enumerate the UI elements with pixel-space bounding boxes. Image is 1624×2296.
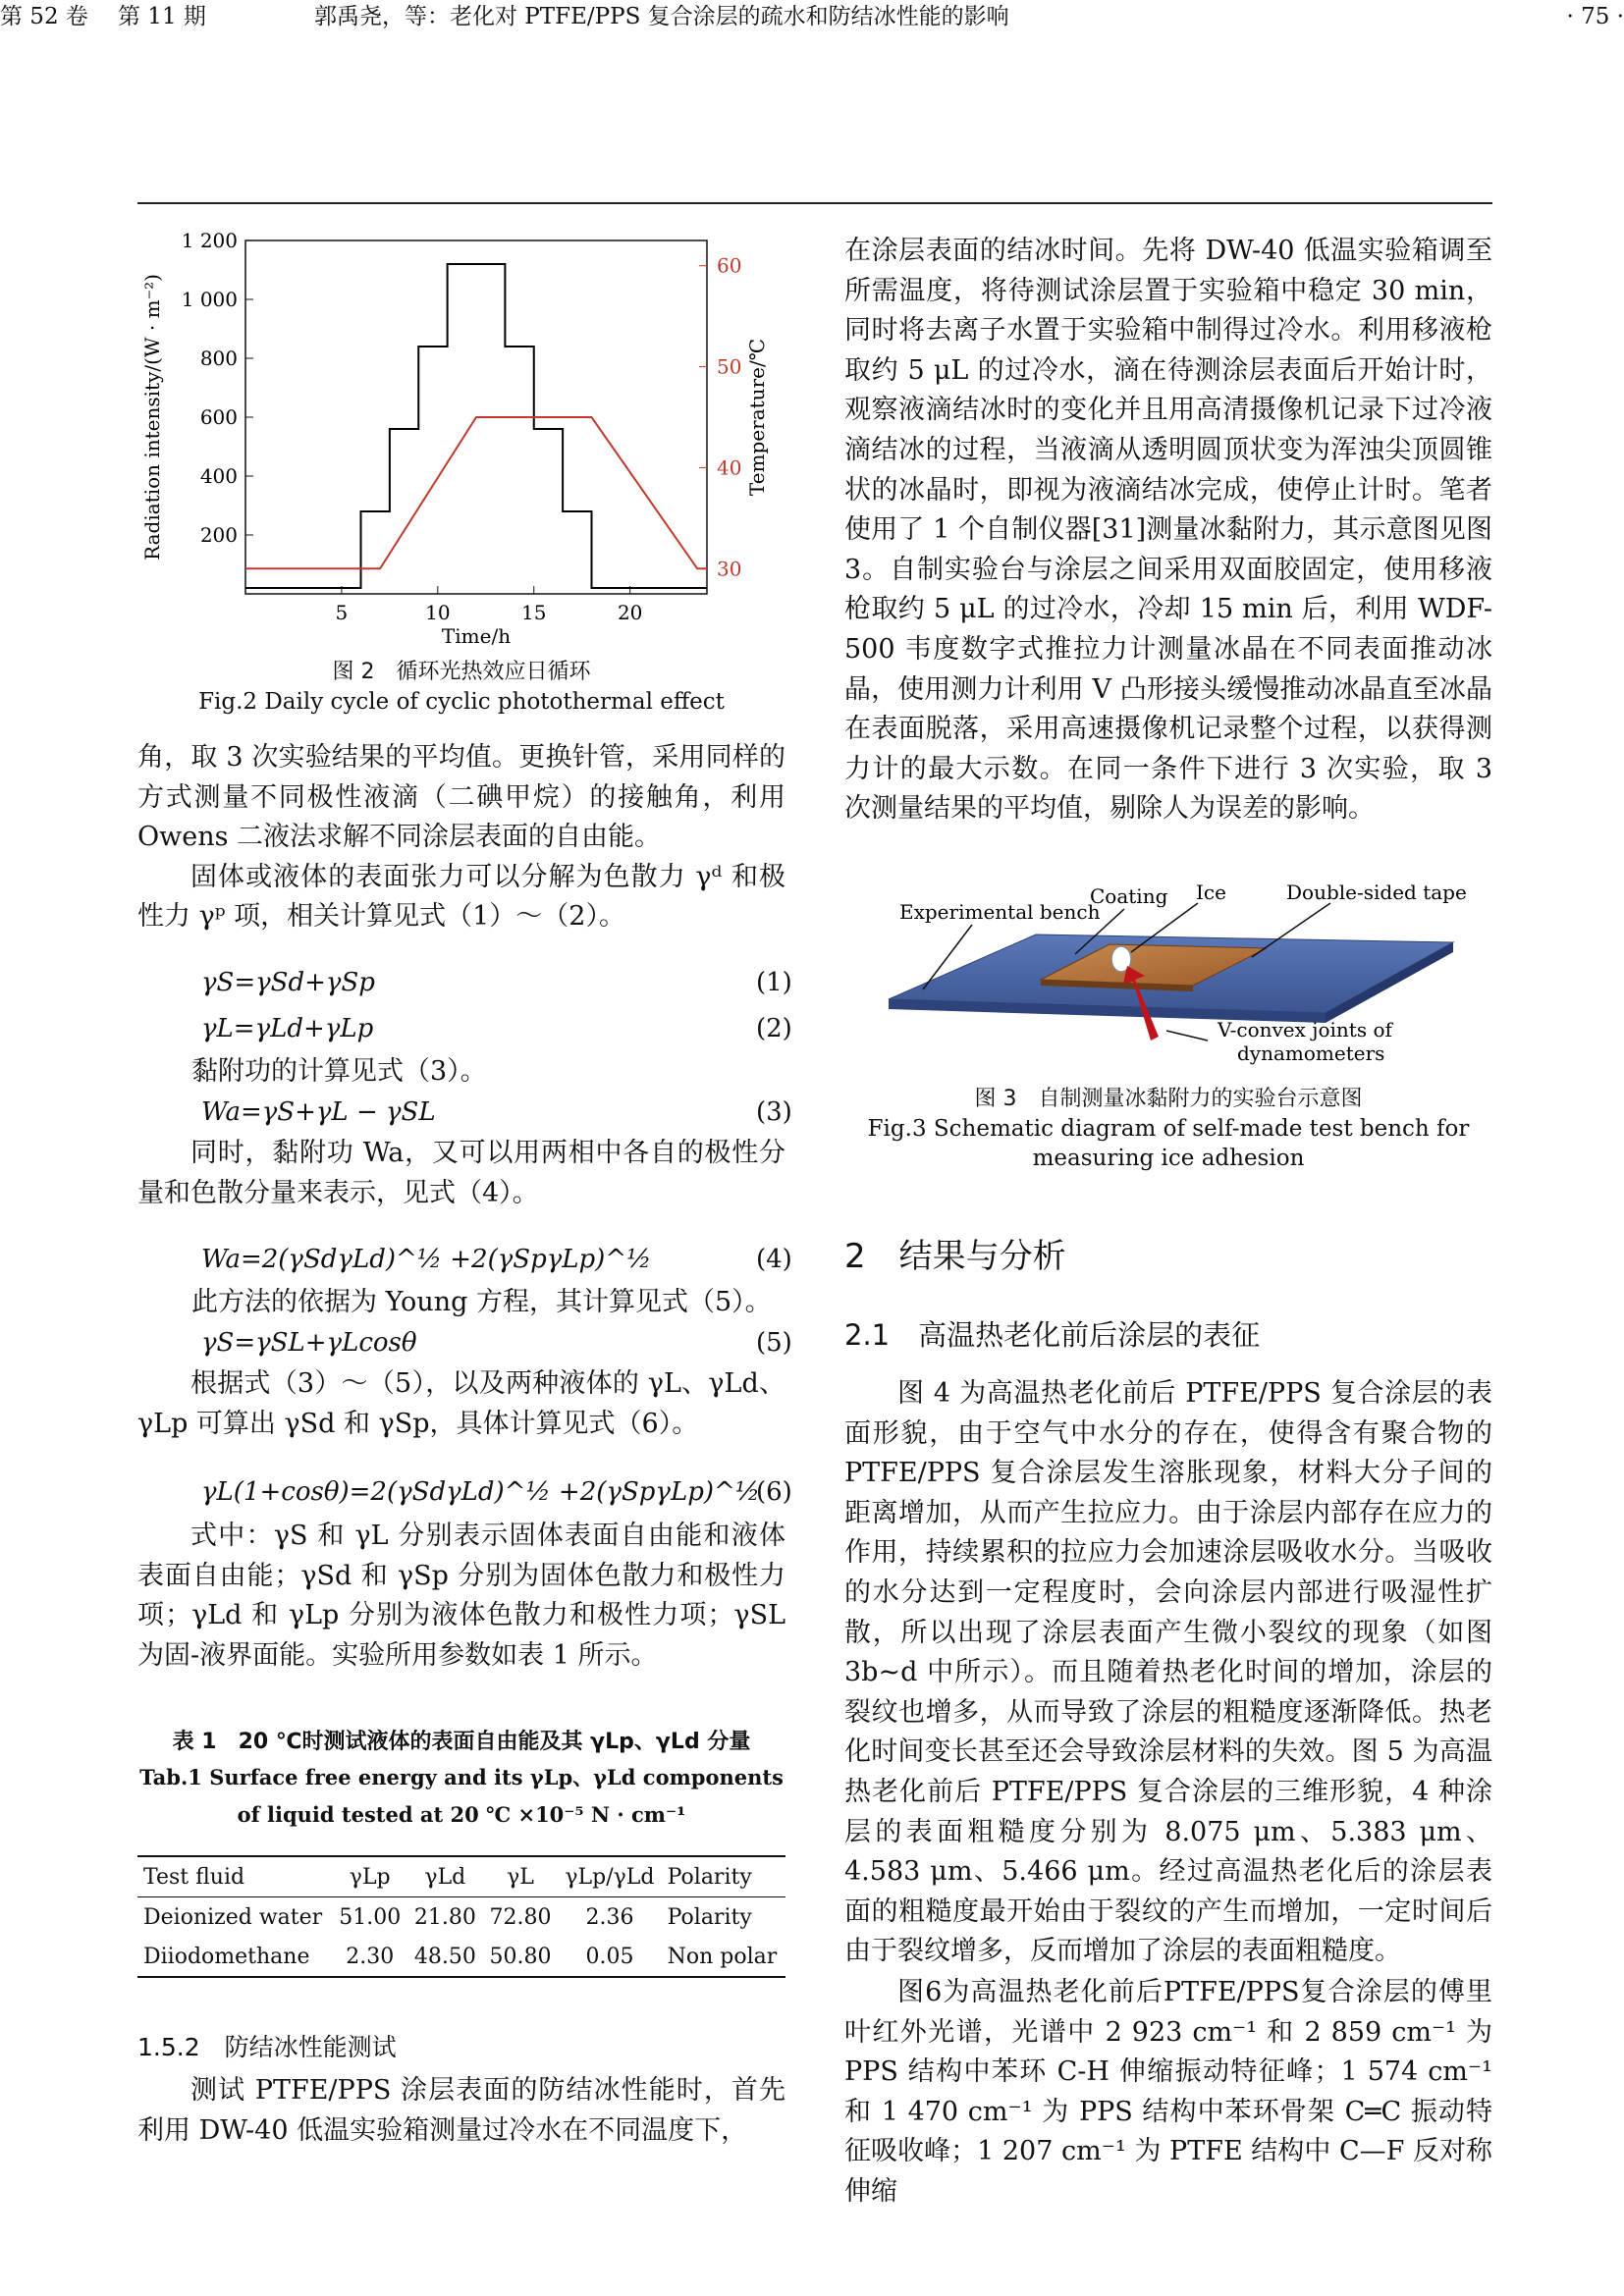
y-axis-label: Radiation intensity/(W · m⁻²) xyxy=(140,274,164,561)
y-tick-label: 400 xyxy=(199,464,238,488)
table-header-cell: Test fluid xyxy=(143,1864,245,1890)
table-cell: 51.00 xyxy=(339,1904,402,1930)
figure-3-caption-en-2: measuring ice adhesion xyxy=(1032,1146,1305,1171)
x-tick-label: 5 xyxy=(335,601,349,624)
header-issue: 第 11 期 xyxy=(118,4,206,29)
table-cell: Non polar xyxy=(667,1944,778,1969)
table-cell: Polarity xyxy=(667,1904,752,1930)
equation-6: γL(1+cosθ)=2(γSdγLd)^½ +2(γSpγLp)^½ xyxy=(201,1477,760,1507)
equation-1: γS=γSd+γSp xyxy=(201,968,375,997)
right-para-3: 图6为高温热老化前后PTFE/PPS复合涂层的傅里叶红外光谱，光谱中 2 923 cm⁻¹ 和 2 859 cm⁻¹ 为 PPS 结构中苯环 C-H 伸缩振动特征峰；1 574 cm⁻¹ 和 1 470 cm⁻¹ 为 PPS 结构中苯环骨架 C═C 振动特征吸收峰；1 207 cm⁻¹ 为 PTFE 结构中 C—F 反对称伸缩 xyxy=(844,1977,1492,2207)
table-header-cell: γLp/γLd xyxy=(565,1864,655,1890)
section-2-heading: 2 结果与分析 xyxy=(844,1237,1066,1276)
y-tick-label: 200 xyxy=(199,523,238,547)
temperature-series-line xyxy=(245,417,707,568)
table-cell: 21.80 xyxy=(413,1904,476,1930)
equation-1-number: (1) xyxy=(756,968,792,997)
header-volume: 第 52 卷 xyxy=(0,4,88,29)
radiation-series-line xyxy=(245,264,707,588)
label-coating: Coating xyxy=(1090,884,1168,908)
table-1 xyxy=(137,1855,785,1978)
table-cell: Diiodomethane xyxy=(143,1944,310,1969)
left-para-3: 黏附功的计算见式（3）。 xyxy=(191,1056,487,1087)
label-ice: Ice xyxy=(1196,881,1226,904)
left-para-5: 此方法的依据为 Young 方程，其计算见式（5）。 xyxy=(191,1287,772,1317)
y2-tick-label: 60 xyxy=(717,253,742,278)
label-tape: Double-sided tape xyxy=(1286,881,1467,904)
left-column-text xyxy=(137,738,785,937)
y2-axis-label: Temperature/℃ xyxy=(745,338,769,497)
y2-tick-label: 30 xyxy=(717,557,742,581)
table-header-cell: Polarity xyxy=(667,1864,752,1890)
section-2-1-heading: 2.1 高温热老化前后涂层的表征 xyxy=(844,1318,1261,1352)
table-cell: 72.80 xyxy=(489,1904,552,1930)
x-tick-label: 15 xyxy=(521,601,547,624)
left-para-2: 固体或液体的表面张力可以分解为色散力 γᵈ 和极性力 γᵖ 项，相关计算见式（1）～（2）。 xyxy=(137,861,785,933)
y2-tick-label: 50 xyxy=(717,354,742,379)
table-cell: Deionized water xyxy=(143,1904,323,1930)
table-cell: 0.05 xyxy=(585,1944,634,1969)
figure-3-schematic xyxy=(864,874,1492,1070)
figure-3-caption-en-1: Fig.3 Schematic diagram of self-made test bench for xyxy=(867,1116,1470,1142)
y-tick-label: 800 xyxy=(199,347,238,370)
table-header-row xyxy=(137,1856,785,1897)
equation-6-number: (6) xyxy=(756,1477,792,1507)
left-para-4: 同时，黏附功 Wa，又可以用两相中各自的极性分量和色散分量来表示，见式（4）。 xyxy=(137,1138,785,1208)
x-axis-label: Time/h xyxy=(441,624,512,648)
figure-3-caption-cn: 图 3 自制测量冰黏附力的实验台示意图 xyxy=(974,1087,1363,1111)
table-header-cell: γLp xyxy=(349,1864,391,1890)
header-page: · 75 · xyxy=(1566,4,1624,29)
label-joint-2: dynamometers xyxy=(1237,1041,1385,1065)
table-row xyxy=(137,1897,785,1938)
table-cell: 50.80 xyxy=(489,1944,552,1969)
label-joint-1: V-convex joints of xyxy=(1218,1018,1392,1041)
equation-4-number: (4) xyxy=(756,1245,792,1274)
table-row xyxy=(137,1937,785,1977)
equation-4: Wa=2(γSdγLd)^½ +2(γSpγLp)^½ xyxy=(201,1245,652,1274)
figure-2-caption-cn: 图 2 循环光热效应日循环 xyxy=(332,660,591,684)
y2-tick-label: 40 xyxy=(717,455,742,480)
equation-5-number: (5) xyxy=(756,1328,792,1358)
figure-2-caption xyxy=(137,658,785,717)
label-bench: Experimental bench xyxy=(899,900,1101,924)
figure-2-chart xyxy=(137,226,785,648)
y-tick-label: 600 xyxy=(199,405,238,429)
section-1-5-2-heading: 1.5.2 防结冰性能测试 xyxy=(137,2033,397,2061)
equation-2-number: (2) xyxy=(756,1014,792,1043)
table-header-cell: γL xyxy=(507,1864,534,1890)
equation-5: γS=γSL+γLcosθ xyxy=(201,1328,417,1358)
table-1-caption-cn: 表 1 20 ℃时测试液体的表面自由能及其 γLp、γLd 分量 xyxy=(172,1730,751,1754)
x-tick-label: 20 xyxy=(617,601,643,624)
header-rule xyxy=(137,202,1492,204)
right-para-1: 在涂层表面的结冰时间。先将 DW-40 低温实验箱调至所需温度，将待测试涂层置于实验箱中稳定 30 min，同时将去离子水置于实验箱中制得过冷水。利用移液枪取约 5 μL 的过冷水，滴在待测涂层表面后开始计时，观察液滴结冰时的变化并且用高清摄像机记录下过冷液滴结冰的过程，当液滴从透明圆顶状变为浑浊尖顶圆锥状的冰晶时，即视为液滴结冰完成，使停止计时。笔者使用了 1 个自制仪器[31]测量冰黏附力，其示意图见图 3。自制实验台与涂层之间采用双面胶固定，使用移液枪取约 5 μL 的过冷水，冷却 15 min 后，利用 WDF-500 韦度数字式推拉力计测量冰晶在不同表面推动冰晶，使用测力计利用 V 凸形接头缓慢推动冰晶直至冰晶在表面脱落，采用高速摄像机记录整个过程，以获得测力计的最大示数。在同一条件下进行 3 次实验，取 3 次测量结果的平均值，剔除人为误差的影响。 xyxy=(844,236,1492,825)
x-tick-label: 10 xyxy=(425,601,451,624)
left-para-8: 测试 PTFE/PPS 涂层表面的防结冰性能时，首先利用 DW-40 低温实验箱测量过冷水在不同温度下， xyxy=(137,2075,785,2146)
table-1-caption-en: Tab.1 Surface free energy and its γLp、γLd components of liquid tested at 20 ℃ ×10⁻⁵ N · cm⁻¹ xyxy=(139,1765,784,1827)
table-cell: 2.30 xyxy=(346,1944,395,1969)
table-1-caption xyxy=(137,1726,785,1834)
running-header xyxy=(0,0,1624,45)
table-header-cell: γLd xyxy=(424,1864,466,1890)
leader-joint xyxy=(1166,1031,1208,1041)
equation-3: Wa=γS+γL − γSL xyxy=(201,1097,436,1127)
figure-2-caption-en: Fig.2 Daily cycle of cyclic photothermal effect xyxy=(198,689,725,715)
left-para-6: 根据式（3）～（5），以及两种液体的 γL、γLd、γLp 可算出 γSd 和 γSp，具体计算见式（6）。 xyxy=(137,1368,785,1439)
table-cell: 48.50 xyxy=(413,1944,476,1969)
header-title: 郭禹尧，等：老化对 PTFE/PPS 复合涂层的疏水和防结冰性能的影响 xyxy=(314,4,1009,29)
equation-2: γL=γLd+γLp xyxy=(201,1014,374,1043)
left-para-1: 角，取 3 次实验结果的平均值。更换针管，采用同样的方式测量不同极性液滴（二碘甲烷）的接触角，利用 Owens 二液法求解不同涂层表面的自由能。 xyxy=(137,742,785,853)
y-tick-label: 1 000 xyxy=(181,288,238,311)
equation-3-number: (3) xyxy=(756,1097,792,1127)
y-tick-label: 1 200 xyxy=(181,229,238,252)
figure-3-caption xyxy=(844,1085,1492,1173)
right-para-2: 图 4 为高温热老化前后 PTFE/PPS 复合涂层的表面形貌，由于空气中水分的存在，使得含有聚合物的 PTFE/PPS 复合涂层发生溶胀现象，材料大分子间的距离增加，从而产生拉应力。由于涂层内部存在应力的作用，持续累积的拉应力会加速涂层吸收水分。当吸收的水分达到一定程度时，会向涂层内部进行吸湿性扩散，所以出现了涂层表面产生微小裂纹的现象（如图 3b~d 中所示）。而且随着热老化时间的增加，涂层的裂纹也增多，从而导致了涂层的粗糙度逐渐降低。热老化时间变长甚至还会导致涂层材料的失效。图 5 为高温热老化前后 PTFE/PPS 复合涂层的三维形貌，4 种涂层的表面粗糙度分别为 8.075 μm、5.383 μm、4.583 μm、5.466 μm。经过高温热老化后的涂层表面的粗糙度最开始由于裂纹的产生而增加，一定时间后由于裂纹增多，反而增加了涂层的表面粗糙度。 xyxy=(844,1378,1492,1967)
table-cell: 2.36 xyxy=(585,1904,634,1930)
left-para-7: 式中：γS 和 γL 分别表示固体表面自由能和液体表面自由能；γSd 和 γSp 分别为固体色散力和极性力项；γLd 和 γLp 分别为液体色散力和极性力项；γSL 为固-液界面能。实验所用参数如表 1 所示。 xyxy=(137,1521,785,1671)
